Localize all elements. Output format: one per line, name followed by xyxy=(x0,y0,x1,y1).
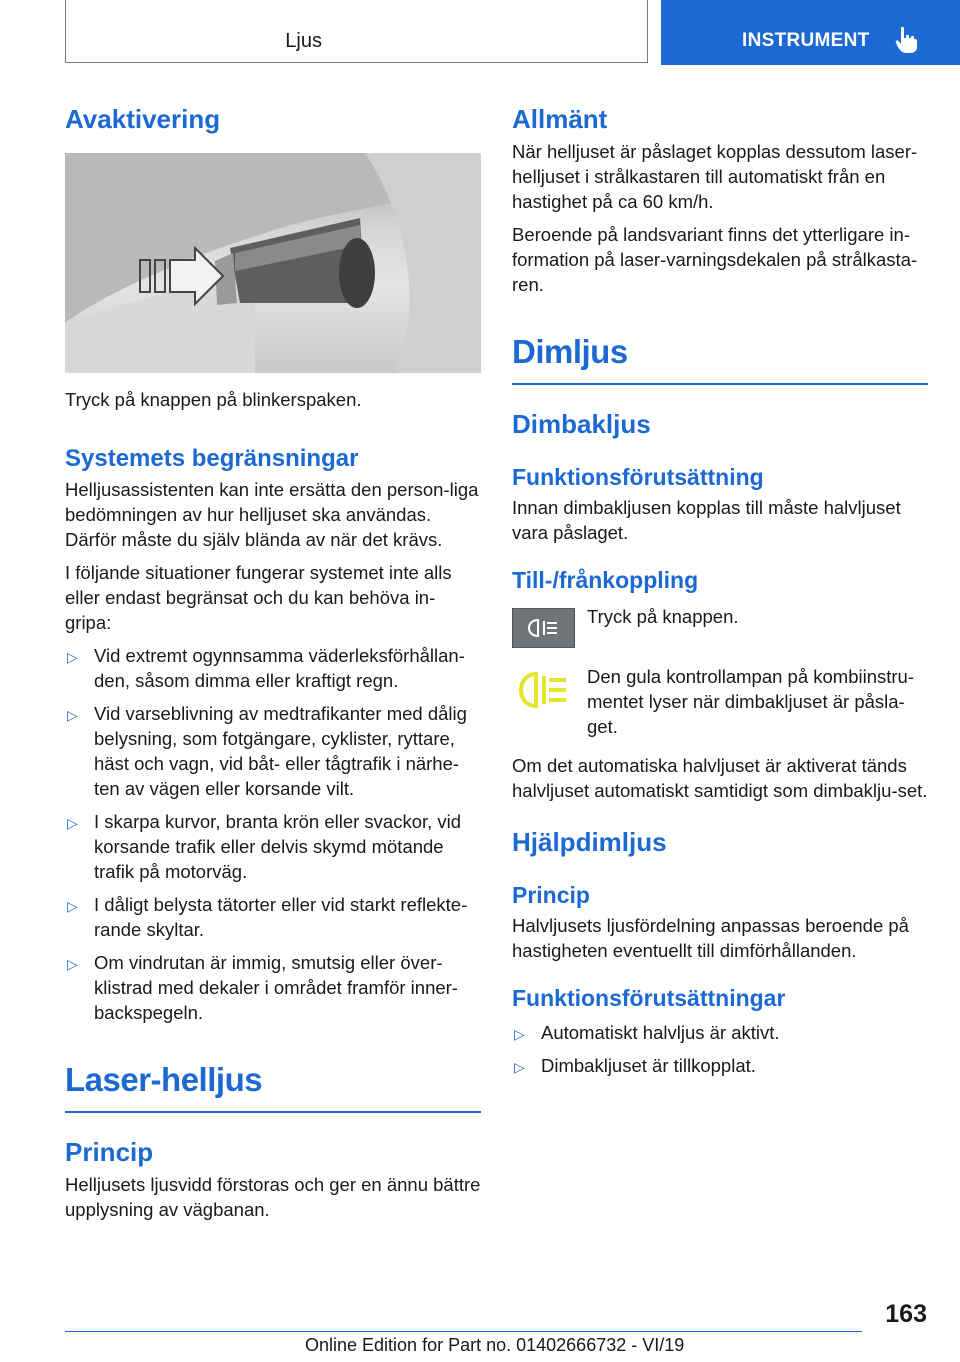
heading-funktionsforutsattningar: Funktionsförutsättningar xyxy=(512,985,786,1011)
paragraph-funktionsforutsattning: Innan dimbakljusen kopplas till måste halvljuset vara påslaget. xyxy=(512,497,901,543)
rear-fog-light-button xyxy=(512,608,575,648)
list-item: ▷ Om vindrutan är immig, smutsig eller över-klistrad med dekaler i området framför inner-backspegeln. xyxy=(67,952,458,1023)
triangle-bullet-icon: ▷ xyxy=(67,707,78,723)
rear-fog-indicator-icon xyxy=(516,670,572,710)
list-item: ▷ I dåligt belysta tätorter eller vid starkt reflekte-rande skyltar. xyxy=(67,894,468,940)
conditions-list xyxy=(512,1020,928,1078)
indicator-lamp-image xyxy=(512,666,575,714)
list-item: ▷ Vid varseblivning av medtrafikanter med dålig belysning, som fotgängare, cyklister, ryttare, häst och vagn, vid båt- eller tågtrafik i närhe-ten av vägen eller korsande vilt. xyxy=(67,703,467,799)
triangle-bullet-icon: ▷ xyxy=(67,956,78,972)
footer-divider xyxy=(65,1331,862,1332)
list-item: ▷ I skarpa kurvor, branta krön eller svackor, vid korsande trafik eller delvis skymd mötande trafik på motorväg. xyxy=(67,811,462,882)
triangle-bullet-icon: ▷ xyxy=(67,649,78,665)
paragraph-kontrollampa: Den gula kontrollampan på kombiinstru-mentet lyser när dimbakljuset är påsla-get. xyxy=(587,666,915,737)
triangle-bullet-icon: ▷ xyxy=(67,898,78,914)
paragraph-princip: Helljusets ljusvidd förstoras och ger en ännu bättre upplysning av vägbanan. xyxy=(65,1174,481,1220)
list-item: ▷ Vid extremt ogynnsamma väderleksförhållan-den, såsom dimma eller kraftigt regn. xyxy=(67,645,465,691)
section-divider xyxy=(512,383,928,385)
left-column xyxy=(65,100,481,1222)
right-column xyxy=(512,100,928,1078)
limitations-list xyxy=(65,643,481,1025)
image-caption: Tryck på knappen på blinkerspaken. xyxy=(65,389,362,410)
heading-princip-2: Princip xyxy=(512,882,590,908)
heading-dimljus: Dimljus xyxy=(512,333,628,370)
heading-princip: Princip xyxy=(65,1137,154,1167)
rear-fog-light-icon xyxy=(524,616,564,640)
paragraph-automatiskt: Om det automatiska halvljuset är aktiverat tänds halvljuset automatiskt samtidigt som dimbaklju-set. xyxy=(512,755,928,801)
paragraph-allmant-1: När helljuset är påslaget kopplas dessutom laser-helljuset i strålkastaren till automatiskt från en hastighet på ca 60 km/h. xyxy=(512,141,918,212)
heading-avaktivering: Avaktivering xyxy=(65,104,221,134)
lever-illustration xyxy=(65,153,481,373)
header-section-box xyxy=(65,0,648,63)
paragraph-allmant-2: Beroende på landsvariant finns det ytterligare in-formation på laser-varningsdekalen på strålkasta-ren. xyxy=(512,224,918,295)
list-item: ▷ Automatiskt halvljus är aktivt. xyxy=(512,1020,928,1045)
triangle-bullet-icon: ▷ xyxy=(514,1026,525,1042)
paragraph-tryck-knappen: Tryck på knappen. xyxy=(587,606,739,627)
paragraph-princip-2: Halvljusets ljusfördelning anpassas beroende på hastigheten eventuellt till dimförhållanden. xyxy=(512,915,909,961)
heading-till-frankoppling: Till-/frånkoppling xyxy=(512,567,699,593)
hand-pointer-icon xyxy=(895,26,919,54)
heading-dimbakljus: Dimbakljus xyxy=(512,409,651,439)
edition-text: Online Edition for Part no. 01402666732 - VI/19 xyxy=(305,1335,685,1355)
heading-begransningar: Systemets begränsningar xyxy=(65,445,359,472)
heading-hjalpdimljus: Hjälpdimljus xyxy=(512,827,667,857)
turn-signal-lever-photo xyxy=(65,153,481,373)
heading-laser-helljus: Laser-helljus xyxy=(65,1061,263,1098)
triangle-bullet-icon: ▷ xyxy=(514,1059,525,1075)
triangle-bullet-icon: ▷ xyxy=(67,815,78,831)
heading-funktionsforutsattning: Funktionsförutsättning xyxy=(512,464,764,490)
section-title: Ljus xyxy=(285,30,322,52)
page-number: 163 xyxy=(885,1300,927,1328)
paragraph-begransningar-2: I följande situationer fungerar systemet inte alls eller endast begränsat och du kan behöva in-gripa: xyxy=(65,562,452,633)
list-item: ▷ Dimbakljuset är tillkopplat. xyxy=(512,1053,928,1078)
chapter-tab[interactable] xyxy=(661,0,960,65)
heading-allmant: Allmänt xyxy=(512,104,608,134)
lamp-instruction-row xyxy=(512,666,928,739)
paragraph-begransningar-1: Helljusassistenten kan inte ersätta den person-liga bedömningen av hur helljuset ska användas. Därför måste du själv blända av när det krävs. xyxy=(65,479,479,550)
chapter-label: INSTRUMENT xyxy=(742,30,870,51)
button-instruction-row xyxy=(512,608,928,648)
section-divider xyxy=(65,1111,481,1113)
